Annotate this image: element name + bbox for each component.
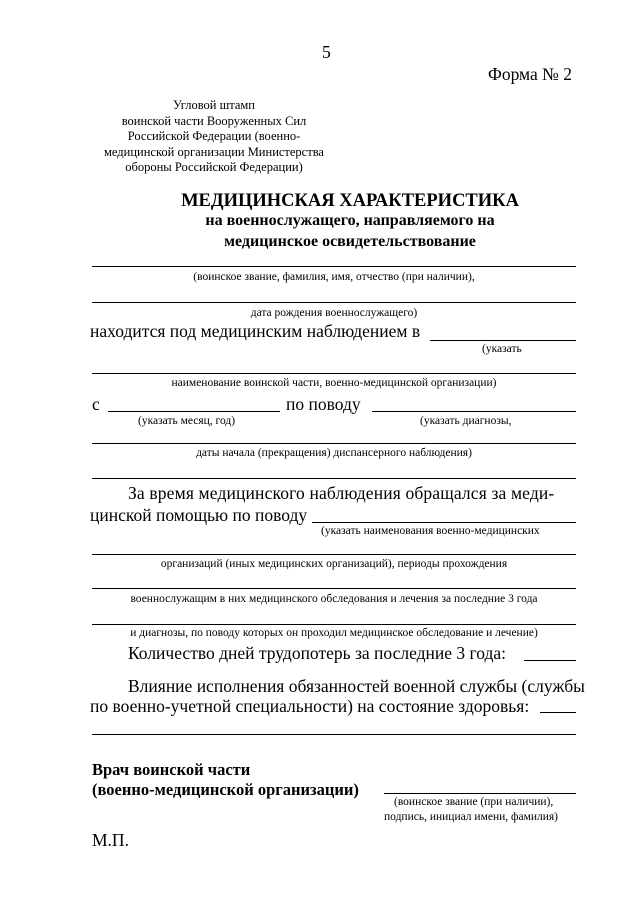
hint-specify: (указать bbox=[482, 343, 522, 355]
page-number: 5 bbox=[322, 42, 331, 62]
birthdate-field-line[interactable] bbox=[92, 302, 576, 303]
applied-text-2: цинской помощью по поводу bbox=[90, 505, 308, 525]
document-title: МЕДИЦИНСКАЯ ХАРАКТЕРИСТИКА bbox=[181, 191, 519, 211]
stamp-line: обороны Российской Федерации) bbox=[125, 160, 303, 174]
influence-text-1: Влияние исполнения обязанностей военной службы (службы bbox=[128, 676, 585, 696]
hint-unit: наименование воинской части, военно-медицинской организации) bbox=[171, 377, 497, 389]
stamp-line: воинской части Вооруженных Сил bbox=[121, 113, 307, 128]
signature-line[interactable] bbox=[384, 793, 576, 794]
stamp-line: Угловой штамп bbox=[172, 98, 255, 112]
doctor-label-2: (военно-медицинской организации) bbox=[92, 780, 359, 799]
form-label: Форма № 2 bbox=[488, 64, 572, 84]
hint-month-year: (указать месяц, год) bbox=[138, 415, 236, 427]
hint-birthdate: дата рождения военнослужащего) bbox=[250, 307, 418, 319]
hint-dispensary-dates: даты начала (прекращения) диспансерного наблюдения) bbox=[196, 447, 472, 459]
doctor-label-1: Врач воинской части bbox=[92, 760, 251, 779]
title-subtitle-1: на военнослужащего, направляемого на bbox=[205, 212, 495, 229]
observation-place-line[interactable] bbox=[430, 340, 576, 341]
unit-field-line[interactable] bbox=[92, 373, 576, 374]
disability-days-label: Количество дней трудопотерь за последние 3 года: bbox=[128, 643, 507, 663]
hint-diagnoses: (указать диагнозы, bbox=[420, 415, 512, 427]
disability-days-line[interactable] bbox=[524, 660, 576, 661]
hint-signature: подпись, инициал имени, фамилия) bbox=[384, 811, 559, 823]
hint-exam: военнослужащим в них медицинского обследования и лечения за последние 3 года bbox=[130, 593, 538, 605]
hint-diagnoses-treatment: и диагнозы, по поводу которых он проходил медицинское обследование и лечение) bbox=[130, 627, 538, 639]
exam-field-line[interactable] bbox=[92, 588, 576, 589]
applied-text-1: За время медицинского наблюдения обращался за меди- bbox=[128, 483, 555, 503]
title-subtitle-2: медицинское освидетельствование bbox=[224, 233, 476, 250]
hint-orgs: (указать наименования военно-медицинских bbox=[321, 525, 540, 537]
since-label: с bbox=[92, 394, 100, 414]
stamp-place: М.П. bbox=[92, 830, 129, 850]
influence-short-line[interactable] bbox=[540, 712, 576, 713]
influence-field-line[interactable] bbox=[92, 734, 576, 735]
since-date-line[interactable] bbox=[108, 411, 280, 412]
name-field-line[interactable] bbox=[92, 266, 576, 267]
stamp-line: медицинской организации Министерства bbox=[104, 144, 324, 159]
hint-rank: (воинское звание (при наличии), bbox=[394, 796, 554, 808]
hint-name: (воинское звание, фамилия, имя, отчество (при наличии), bbox=[193, 271, 475, 283]
separator-line bbox=[92, 478, 576, 479]
orgs-field-line[interactable] bbox=[92, 554, 576, 555]
corner-stamp bbox=[84, 98, 344, 176]
influence-text-2: по военно-учетной специальности) на состояние здоровья: bbox=[90, 696, 530, 716]
diagnosis-line[interactable] bbox=[372, 411, 576, 412]
diagnoses-field-line[interactable] bbox=[92, 624, 576, 625]
dispensary-dates-line[interactable] bbox=[92, 443, 576, 444]
stamp-line: Российской Федерации (военно- bbox=[127, 129, 301, 143]
observed-text: находится под медицинским наблюдением в bbox=[90, 321, 421, 341]
applied-reason-line[interactable] bbox=[312, 522, 576, 523]
hint-orgs-periods: организаций (иных медицинских организаций), периоды прохождения bbox=[160, 558, 508, 570]
regarding-label: по поводу bbox=[286, 394, 361, 414]
